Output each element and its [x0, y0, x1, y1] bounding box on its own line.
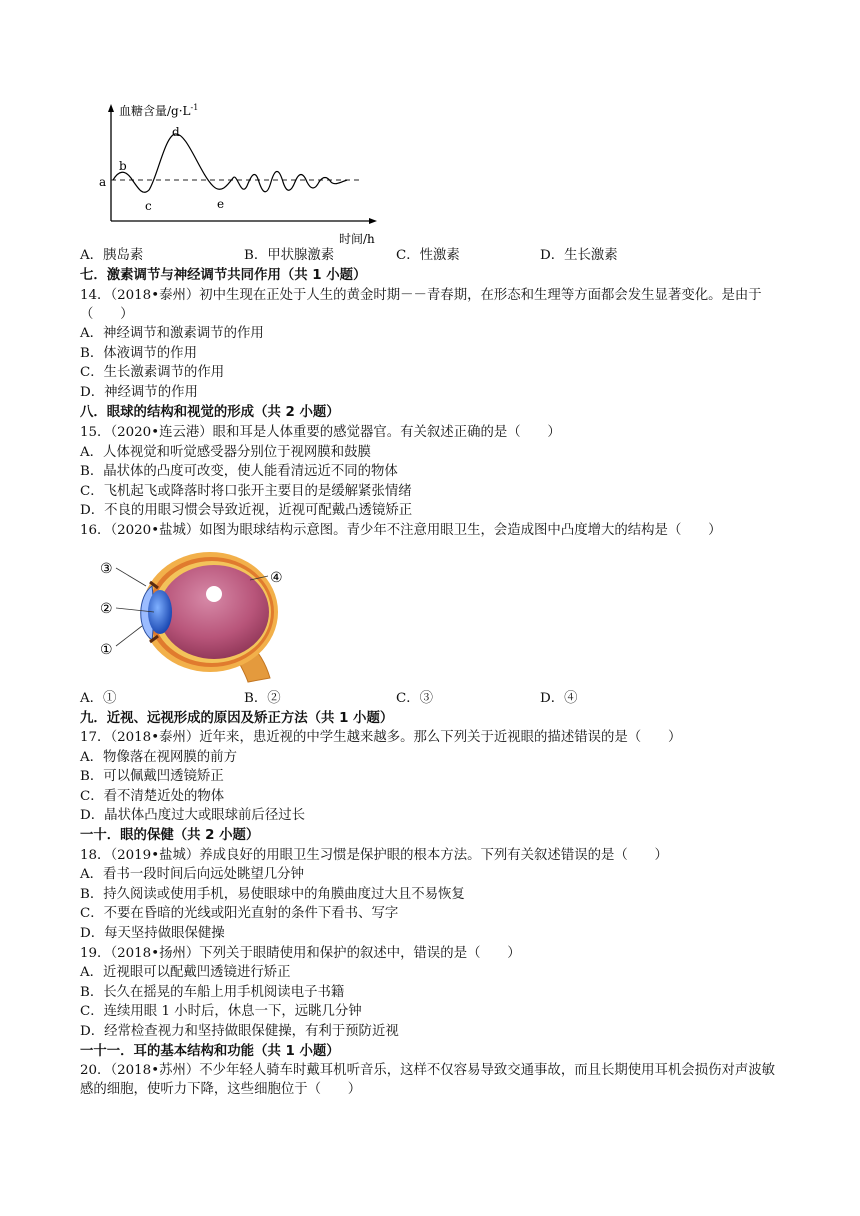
- section-10-heading: 一十．眼的保健（共 2 小题）: [80, 828, 260, 843]
- glucose-curve: [113, 134, 347, 192]
- q18-option-d[interactable]: D．每天坚持做眼保健操: [80, 926, 225, 941]
- q18-option-a[interactable]: A．看书一段时间后向远处眺望几分钟: [80, 867, 304, 882]
- q13-options: [80, 246, 780, 265]
- x-axis-arrow: [369, 218, 377, 224]
- q19-stem: 19．（2018•扬州）下列关于眼睛使用和保护的叙述中，错误的是（ ）: [80, 946, 521, 961]
- q17-option-a[interactable]: A．物像落在视网膜的前方: [80, 750, 237, 765]
- q19-option-b[interactable]: B．长久在摇晃的车船上用手机阅读电子书籍: [80, 985, 345, 1000]
- q19-option-d[interactable]: D．经常检查视力和坚持做眼保健操，有利于预防近视: [80, 1024, 399, 1039]
- q13-option-d[interactable]: D．生长激素: [540, 248, 618, 263]
- q16-option-d[interactable]: D．④: [540, 691, 578, 706]
- label-3: ③: [100, 561, 113, 577]
- q13-option-a[interactable]: A．胰岛素: [80, 248, 144, 263]
- q19-option-c[interactable]: C．连续用眼 1 小时后，休息一下，远眺几分钟: [80, 1004, 362, 1019]
- q17-option-b[interactable]: B．可以佩戴凹透镜矫正: [80, 769, 224, 784]
- q17-option-d[interactable]: D．晶状体凸度过大或眼球前后径过长: [80, 808, 305, 823]
- section-7-heading: 七．激素调节与神经调节共同作用（共 1 小题）: [80, 268, 367, 283]
- point-c-label: c: [145, 199, 152, 213]
- section-8-heading: 八．眼球的结构和视觉的形成（共 2 小题）: [80, 405, 340, 420]
- x-axis-label: 时间/h: [339, 232, 375, 246]
- point-e-label: e: [217, 197, 225, 211]
- q13-option-b[interactable]: B．甲状腺激素: [244, 248, 335, 263]
- q14-stem: 14．（2018•泰州）初中生现在正处于人生的黄金时期－－青春期，在形态和生理等方面都会发生显著变化。是由于（ ）: [80, 288, 762, 322]
- label-1: ①: [100, 642, 113, 658]
- q15-option-b[interactable]: B．晶状体的凸度可改变，使人能看清远近不同的物体: [80, 464, 398, 479]
- eyeball-diagram: [98, 546, 293, 686]
- q16-options: [80, 689, 780, 708]
- point-a-label: a: [99, 175, 107, 189]
- q20-stem: 20．（2018•苏州）不少年轻人骑车时戴耳机听音乐，这样不仅容易导致交通事故，而且长期使用耳机会损伤对声波敏感的细胞，使听力下降，这些细胞位于（ ）: [80, 1063, 776, 1097]
- q14-option-a[interactable]: A．神经调节和激素调节的作用: [80, 326, 264, 341]
- q15-option-d[interactable]: D．不良的用眼习惯会导致近视，近视可配戴凸透镜矫正: [80, 503, 413, 518]
- pointer-1: [116, 626, 142, 646]
- q15-option-c[interactable]: C．飞机起飞或降落时将口张开主要目的是缓解紧张情绪: [80, 484, 412, 499]
- q15-option-a[interactable]: A．人体视觉和听觉感受器分别位于视网膜和鼓膜: [80, 445, 371, 460]
- q16-option-b[interactable]: B．②: [244, 691, 281, 706]
- blood-glucose-graph: [95, 98, 385, 248]
- section-11-heading: 一十一．耳的基本结构和功能（共 1 小题）: [80, 1044, 340, 1059]
- q13-option-c[interactable]: C．性激素: [396, 248, 460, 263]
- q17-option-c[interactable]: C．看不清楚近处的物体: [80, 789, 225, 804]
- point-d-label: d: [172, 125, 180, 139]
- pointer-3: [116, 568, 146, 586]
- label-2: ②: [100, 601, 113, 617]
- q14-option-d[interactable]: D．神经调节的作用: [80, 385, 198, 400]
- q16-option-a[interactable]: A．①: [80, 691, 117, 706]
- y-axis-arrow: [108, 104, 114, 112]
- y-axis-label: 血糖含量$/g\cdot L^{-1}$: [119, 103, 199, 118]
- q18-option-b[interactable]: B．持久阅读或使用手机，易使眼球中的角膜曲度过大且不易恢复: [80, 887, 465, 902]
- q16-stem: 16．（2020•盐城）如图为眼球结构示意图。青少年不注意用眼卫生，会造成图中凸度增大的结构是（ ）: [80, 523, 722, 538]
- point-b-label: b: [119, 159, 127, 173]
- q19-option-a[interactable]: A．近视眼可以配戴凹透镜进行矫正: [80, 965, 291, 980]
- q16-option-c[interactable]: C．③: [396, 691, 434, 706]
- label-4: ④: [270, 570, 283, 586]
- section-9-heading: 九．近视、远视形成的原因及矫正方法（共 1 小题）: [80, 711, 394, 726]
- q18-option-c[interactable]: C．不要在昏暗的光线或阳光直射的条件下看书、写字: [80, 906, 399, 921]
- highlight: [206, 586, 222, 602]
- q14-option-b[interactable]: B．体液调节的作用: [80, 346, 197, 361]
- q17-stem: 17．（2018•泰州）近年来，患近视的中学生越来越多。那么下列关于近视眼的描述错误的是（ ）: [80, 730, 682, 745]
- q18-stem: 18．（2019•盐城）养成良好的用眼卫生习惯是保护眼的根本方法。下列有关叙述错误的是（ ）: [80, 848, 668, 863]
- q14-option-c[interactable]: C．生长激素调节的作用: [80, 365, 225, 380]
- q15-stem: 15．（2020•连云港）眼和耳是人体重要的感觉器官。有关叙述正确的是（ ）: [80, 425, 561, 440]
